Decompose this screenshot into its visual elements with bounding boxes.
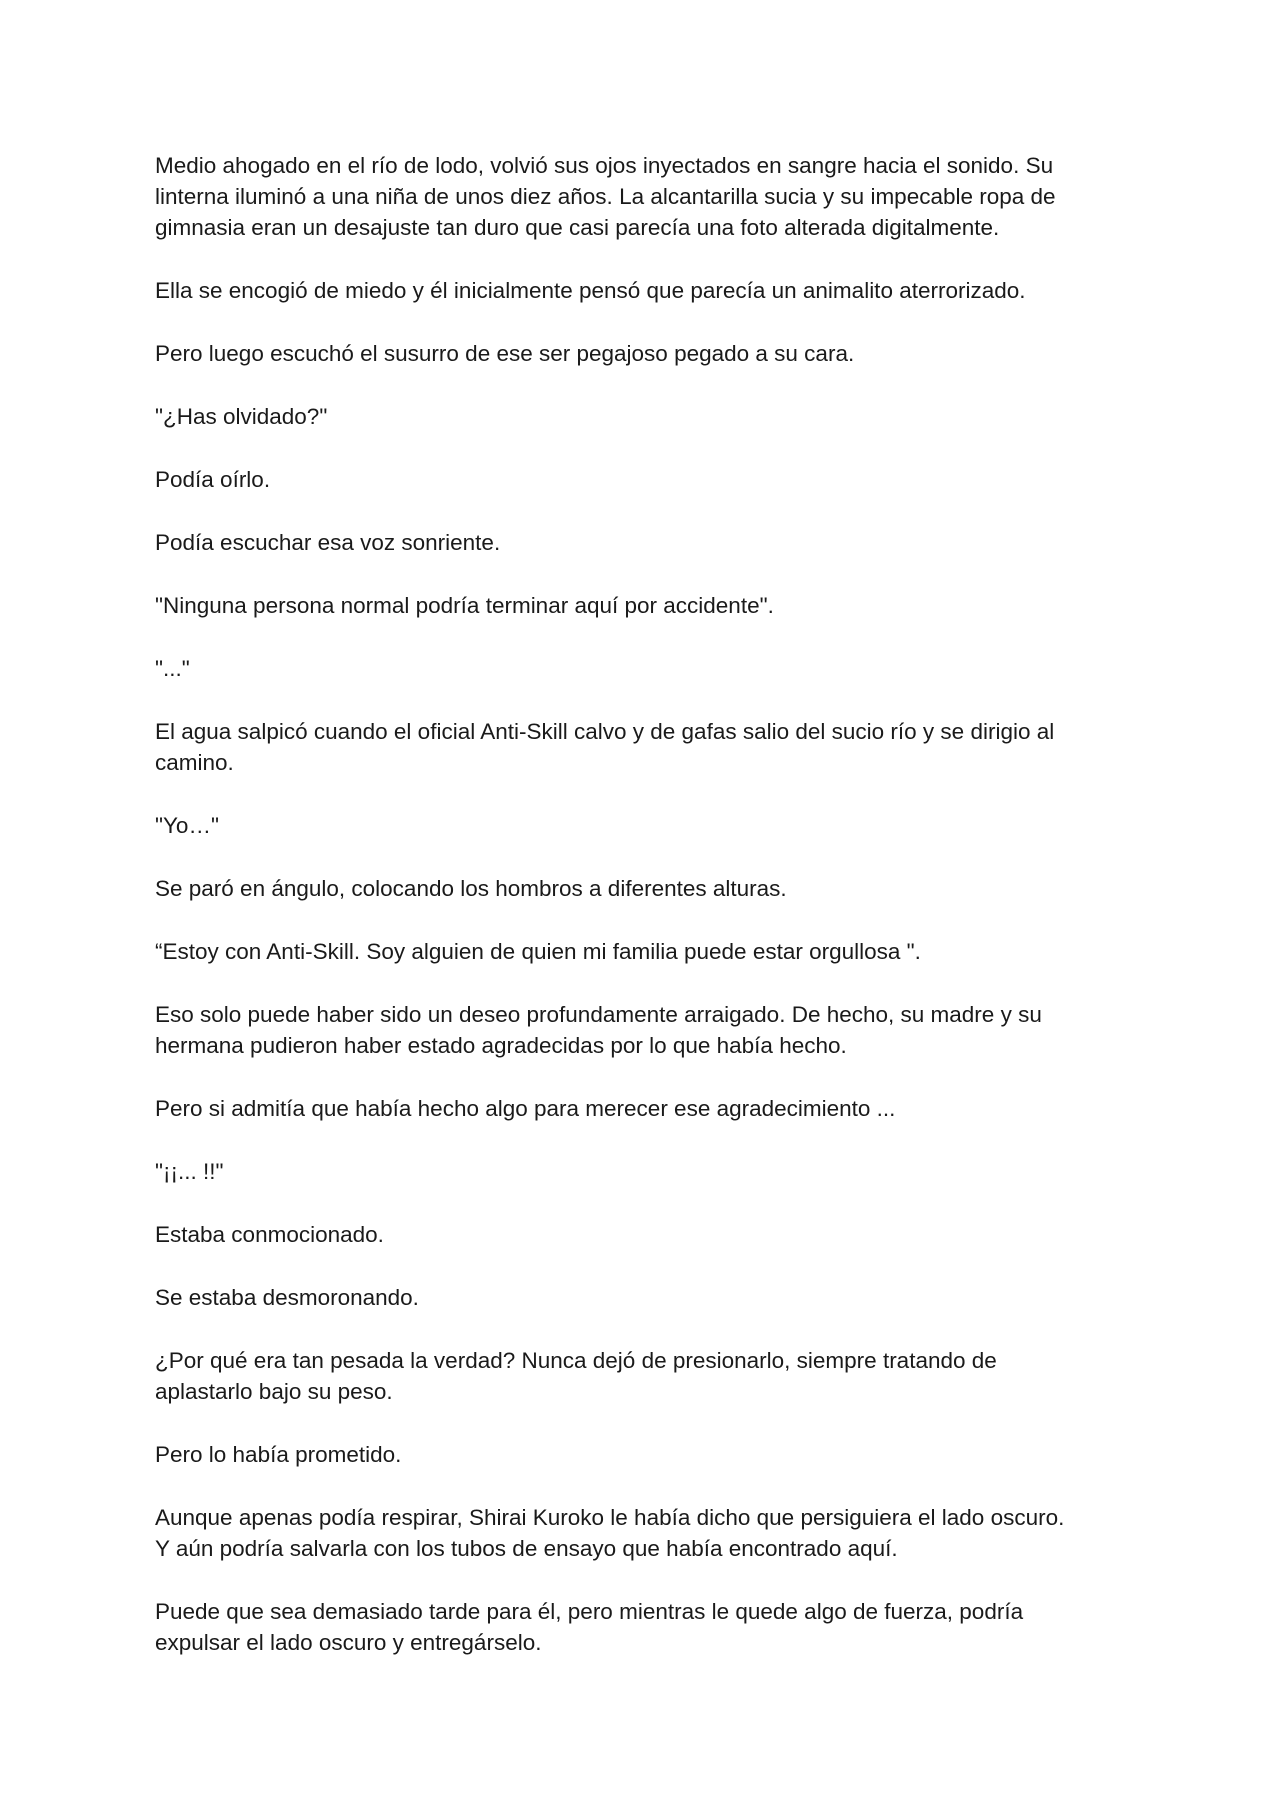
paragraph: ¿Por qué era tan pesada la verdad? Nunca dejó de presionarlo, siempre tratando de aplastarlo bajo su peso. bbox=[155, 1348, 997, 1404]
paragraph: Se estaba desmoronando. bbox=[155, 1285, 419, 1310]
paragraph: "¿Has olvidado?" bbox=[155, 404, 328, 429]
paragraph: "Yo…" bbox=[155, 813, 219, 838]
document-page bbox=[155, 150, 1135, 1690]
paragraph: "Ninguna persona normal podría terminar aquí por accidente". bbox=[155, 593, 774, 618]
paragraph: El agua salpicó cuando el oficial Anti-Skill calvo y de gafas salio del sucio río y se dirigio al camino. bbox=[155, 719, 1055, 775]
paragraph: Ella se encogió de miedo y él inicialmente pensó que parecía un animalito aterrorizado. bbox=[155, 278, 1026, 303]
paragraph: “Estoy con Anti-Skill. Soy alguien de quien mi familia puede estar orgullosa ". bbox=[155, 939, 921, 964]
paragraph: Podía escuchar esa voz sonriente. bbox=[155, 530, 501, 555]
paragraph: Estaba conmocionado. bbox=[155, 1222, 384, 1247]
paragraph: Pero luego escuchó el susurro de ese ser pegajoso pegado a su cara. bbox=[155, 341, 855, 366]
paragraph: Podía oírlo. bbox=[155, 467, 271, 492]
paragraph: "¡¡... !!" bbox=[155, 1159, 224, 1184]
paragraph: Pero si admitía que había hecho algo para merecer ese agradecimiento ... bbox=[155, 1096, 896, 1121]
paragraph: Medio ahogado en el río de lodo, volvió sus ojos inyectados en sangre hacia el sonido. Su linterna iluminó a una niña de unos diez años. La alcantarilla sucia y su impecable ropa de gimnasia eran un desajuste tan duro que casi parecía una foto alterada digitalmente. bbox=[155, 153, 1056, 240]
paragraph: Puede que sea demasiado tarde para él, pero mientras le quede algo de fuerza, podría expulsar el lado oscuro y entregárselo. bbox=[155, 1599, 1024, 1655]
paragraph: Aunque apenas podía respirar, Shirai Kuroko le había dicho que persiguiera el lado oscuro. Y aún podría salvarla con los tubos de ensayo que había encontrado aquí. bbox=[155, 1505, 1065, 1561]
paragraph: Se paró en ángulo, colocando los hombros a diferentes alturas. bbox=[155, 876, 787, 901]
paragraph: Pero lo había prometido. bbox=[155, 1442, 402, 1467]
paragraph: Eso solo puede haber sido un deseo profundamente arraigado. De hecho, su madre y su hermana pudieron haber estado agradecidas por lo que había hecho. bbox=[155, 1002, 1042, 1058]
paragraph: "..." bbox=[155, 656, 190, 681]
